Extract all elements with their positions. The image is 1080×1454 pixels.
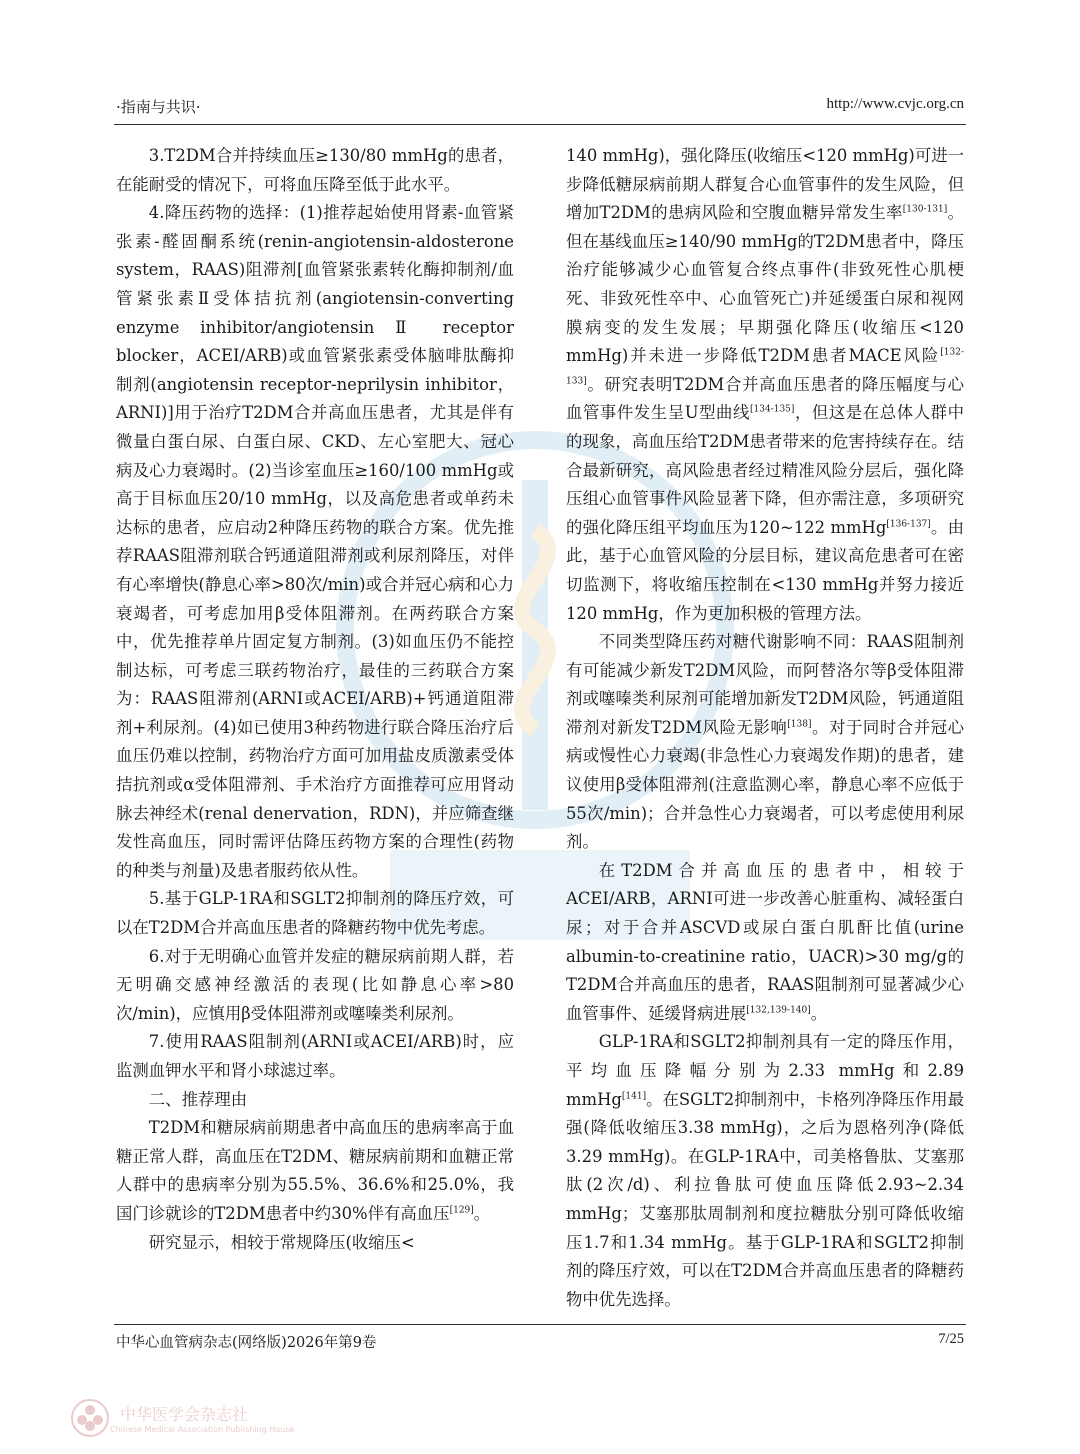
paragraph-text: T2DM和糖尿病前期患者中高血压的患病率高于血糖正常人群，高血压在T2DM、糖尿病前期和血糖正常人群中的患病率分别为55.5%、36.6%和25.0%，我国门诊就诊的T2DM患者中约30%伴有高血压: [116, 1118, 514, 1223]
publisher-logo: [70, 1398, 294, 1438]
paragraph: [566, 142, 964, 628]
citation-ref[interactable]: [132-133]: [566, 347, 964, 387]
paragraph: [566, 628, 964, 857]
citation-ref[interactable]: [134-135]: [749, 404, 795, 415]
paragraph-text: 4.降压药物的选择：(1)推荐起始使用肾素-血管紧张素-醛固酮系统(renin-angiotensin-aldosterone system，RAAS)阻滞剂[血管紧张素转化酶抑制剂/血管紧张素Ⅱ受体拮抗剂(angiotensin-converting enzyme inhibitor/angiotensin Ⅱ receptor blocker，ACEI/ARB)或血管紧张素受体脑啡肽酶抑制剂(angiotensin receptor-neprilysin inhibitor，ARNI)]用于治疗T2DM合并高血压患者，尤其是伴有微量白蛋白尿、白蛋白尿、CKD、左心室肥大、冠心病及心力衰竭时。(2)当诊室血压≥160/100 mmHg或高于目标血压20/10 mmHg，以及高危患者或单药未达标的患者，应启动2种降压药物的联合方案。优先推荐RAAS阻滞剂联合钙通道阻滞剂或利尿剂降压，对伴有心率增快(静息心率>80次/min)或合并冠心病和心力衰竭者，可考虑加用β受体阻滞剂。在两药联合方案中，优先推荐单片固定复方制剂。(3)如血压仍不能控制达标，可考虑三联药物治疗，最佳的三药联合方案为：RAAS阻滞剂(ARNI或ACEI/ARB)+钙通道阻滞剂+利尿剂。(4)如已使用3种药物进行联合降压治疗后血压仍难以控制，药物治疗方面可加用盐皮质激素受体拮抗剂或α受体阻滞剂、手术治疗方面推荐可应用肾动脉去神经术(renal denervation，RDN)，并应筛查继发性高血压，同时需评估降压药物方案的合理性(药物的种类与剂量)及患者服药依从性。: [116, 203, 514, 880]
citation-ref[interactable]: [132,139-140]: [746, 1005, 811, 1016]
paragraph-text: 二、推荐理由: [148, 1089, 248, 1109]
paragraph: [116, 1086, 514, 1115]
paragraph-text: ，但这是在总体人群中的现象，高血压给T2DM患者带来的危害持续存在。结合最新研究，高风险患者经过精准风险分层后，强化降压组心血管事件风险显著下降，但亦需注意，多项研究的强化降压组平均血压为120~122 mmHg: [566, 403, 964, 537]
citation-ref[interactable]: [138]: [787, 719, 812, 730]
paragraph: [116, 142, 514, 199]
paragraph-text: 在T2DM合并高血压的患者中，相较于ACEI/ARB，ARNI可进一步改善心脏重构、减轻蛋白尿；对于合并ASCVD或尿白蛋白肌酐比值(urine albumin-to-creatinine ratio，UACR)>30 mg/g的T2DM合并高血压的患者，RAAS阻制剂可显著减少心血管事件、延缓肾病进展: [566, 860, 964, 1023]
paragraph: [116, 1028, 514, 1085]
paragraph: [116, 1229, 514, 1258]
paragraph: [566, 857, 964, 1029]
paragraph-text: 。在SGLT2抑制剂中，卡格列净降压作用最强(降低收缩压3.38 mmHg)，之后为恩格列净(降低3.29 mmHg)。在GLP-1RA中，司美格鲁肽、艾塞那肽(2次/d)、利拉鲁肽可使血压降低2.93~2.34 mmHg；艾塞那肽周制剂和度拉糖肽分别可降低收缩压1.7和1.34 mmHg。基于GLP-1RA和SGLT2抑制剂的降压疗效，可以在T2DM合并高血压患者的降糖药物中优先选择。: [566, 1089, 964, 1309]
citation-ref[interactable]: [141]: [621, 1091, 647, 1102]
paragraph-text: 。研究表明T2DM合并高血压患者的降压幅度与心血管事件发生呈U型曲线: [566, 374, 964, 423]
paragraph-text: 。但在基线血压≥140/90 mmHg的T2DM患者中，降压治疗能够减少心血管复合终点事件(非致死性心肌梗死、非致死性卒中、心血管死亡)并延缓蛋白尿和视网膜病变的发生发展；早期强化降压(收缩压<120 mmHg)并未进一步降低T2DM患者MACE风险: [566, 203, 964, 366]
flower-logo-icon: [70, 1398, 110, 1438]
paragraph-text: 。: [473, 1203, 491, 1223]
journal-name: 中华心血管病杂志(网络版)2026年第9卷: [116, 1335, 377, 1351]
paragraph-text: 5.基于GLP-1RA和SGLT2抑制剂的降压疗效，可以在T2DM合并高血压患者的降糖药物中优先考虑。: [116, 889, 514, 938]
paragraph-text: 。由此，基于心血管风险的分层目标，建议高危患者可在密切监测下，将收缩压控制在<130 mmHg并努力接近120 mmHg，作为更加积极的管理方法。: [566, 517, 965, 623]
paragraph-text: 。: [810, 1003, 828, 1023]
header-divider: [114, 124, 966, 125]
journal-url[interactable]: http://www.cvjc.org.cn: [826, 96, 964, 112]
citation-ref[interactable]: [129]: [449, 1205, 474, 1216]
page-number: 7/25: [938, 1331, 964, 1347]
citation-ref[interactable]: [136-137]: [886, 519, 931, 530]
paragraph-text: 。对于同时合并冠心病或慢性心力衰竭(非急性心力衰竭发作期)的患者，建议使用β受体阻滞剂(注意监测心率，静息心率不应低于55次/min)；合并急性心力衰竭者，可以考虑使用利尿剂。: [566, 717, 965, 852]
paragraph: [116, 943, 514, 1029]
paragraph-text: 3.T2DM合并持续血压≥130/80 mmHg的患者，在能耐受的情况下，可将血压降至低于此水平。: [116, 146, 514, 194]
publisher-subtitle: Chinese Medical Association Publishing House: [110, 1425, 295, 1434]
paragraph: [116, 885, 514, 942]
right-column: [566, 142, 964, 1314]
paragraph: [116, 1114, 514, 1228]
citation-ref[interactable]: [130-131]: [902, 204, 948, 215]
footer-divider: [114, 1324, 966, 1325]
paragraph-text: 不同类型降压药对糖代谢影响不同：RAAS阻制剂有可能减少新发T2DM风险，而阿替洛尔等β受体阻滞剂或噻嗪类利尿剂可能增加新发T2DM风险，钙通道阻滞剂对新发T2DM风险无影响: [566, 632, 964, 737]
paragraph: [116, 199, 514, 885]
paragraph-text: 140 mmHg)，强化降压(收缩压<120 mmHg)可进一步降低糖尿病前期人群复合心血管事件的发生风险，但增加T2DM的患病风险和空腹血糖异常发生率: [566, 146, 964, 223]
section-label: ·指南与共识·: [116, 98, 201, 116]
paragraph-text: GLP-1RA和SGLT2抑制剂具有一定的降压作用，平均血压降幅分别为2.33 mmHg和2.89 mmHg: [566, 1032, 964, 1109]
publisher-name: 中华医学会杂志社: [120, 1405, 249, 1424]
left-column: [116, 142, 514, 1257]
paragraph: [566, 1028, 964, 1314]
paragraph-text: 研究显示，相较于常规降压(收缩压<: [148, 1232, 415, 1252]
paragraph-text: 7.使用RAAS阻制剂(ARNI或ACEI/ARB)时，应监测血钾水平和肾小球滤过率。: [116, 1032, 514, 1080]
paragraph-text: 6.对于无明确心血管并发症的糖尿病前期人群，若无明确交感神经激活的表现(比如静息心率>80次/min)，应慎用β受体阻滞剂或噻嗪类利尿剂。: [116, 946, 514, 1023]
